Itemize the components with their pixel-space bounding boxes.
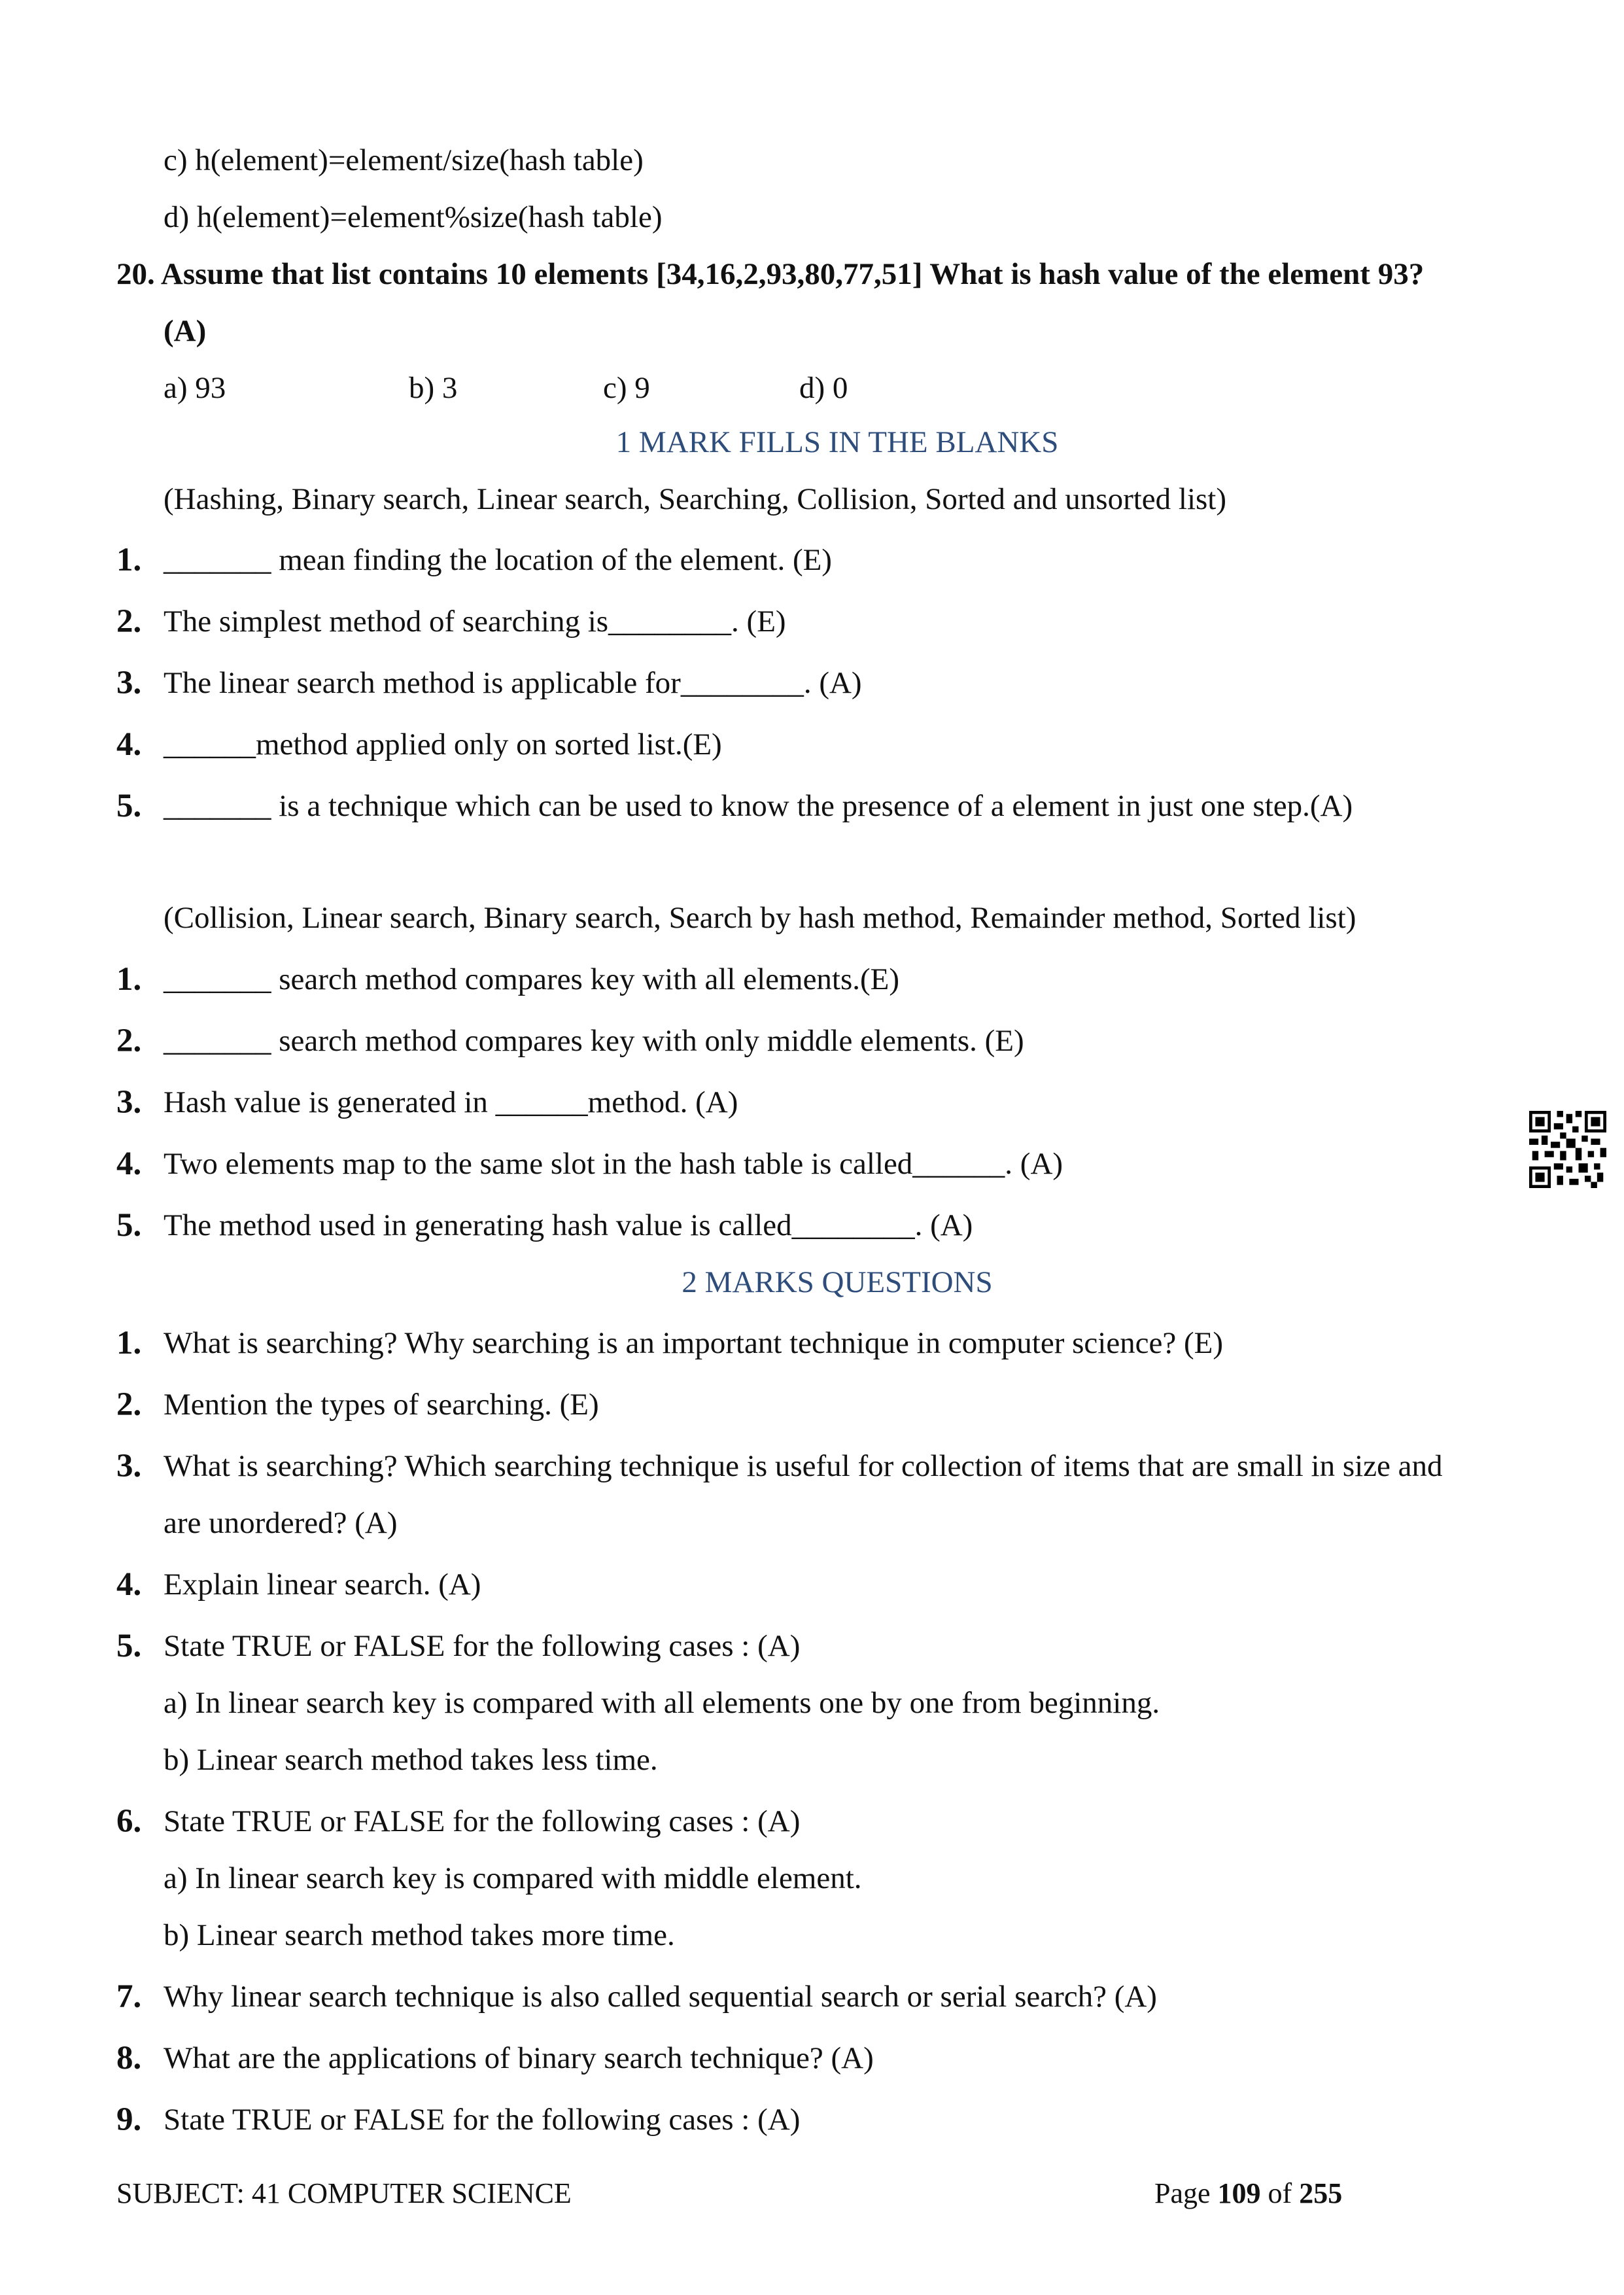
page-prefix: Page [1154, 2177, 1218, 2209]
blank1-item-2: The simplest method of searching is________. (E) [164, 604, 786, 639]
blank2-item-4: Two elements map to the same slot in the hash table is called______. (A) [164, 1147, 1063, 1181]
q2m-question-6: State TRUE or FALSE for the following cases : (A) [164, 1804, 801, 1838]
q2m-question-1: What is searching? Why searching is an important technique in computer science? (E) [164, 1326, 1224, 1360]
q2m-question-3: What is searching? Which searching technique is useful for collection of items that are small in size and [164, 1449, 1443, 1483]
blank2-item-3: Hash value is generated in ______method. (A) [164, 1085, 738, 1119]
blank2-item-1: _______ search method compares key with all elements.(E) [164, 962, 900, 996]
q2m-question-8: What are the applications of binary search technique? (A) [164, 2041, 874, 2075]
blank2-item-2: _______ search method compares key with only middle elements. (E) [164, 1024, 1024, 1058]
q2m-number-7: 7. [116, 1978, 142, 2015]
q20-option-b: b) 3 [409, 371, 458, 405]
question-20: 20. Assume that list contains 10 elements [34,16,2,93,80,77,51] What is hash value of the element 93? [116, 257, 1425, 291]
page-total: 255 [1299, 2177, 1343, 2209]
q2m-question-2: Mention the types of searching. (E) [164, 1388, 599, 1422]
q2m-number-9: 9. [116, 2101, 142, 2138]
q2m-question-9: State TRUE or FALSE for the following cases : (A) [164, 2103, 801, 2137]
section-heading-fill-blanks: 1 MARK FILLS IN THE BLANKS [615, 425, 1059, 459]
q2m-number-2: 2. [116, 1386, 142, 1423]
q2m-question-7: Why linear search technique is also called sequential search or serial search? (A) [164, 1980, 1157, 2014]
q2m-number-3: 3. [116, 1448, 142, 1484]
blank2-number-3: 3. [116, 1084, 142, 1121]
q20-option-d: d) 0 [799, 371, 848, 405]
question-20-level: (A) [164, 314, 207, 348]
blank1-item-4: ______method applied only on sorted list.(E) [164, 727, 722, 762]
blank1-item-5: _______ is a technique which can be used to know the presence of a element in just one step.(A) [164, 789, 1353, 823]
word-bank-2: (Collision, Linear search, Binary search, Search by hash method, Remainder method, Sorted list) [164, 901, 1356, 935]
blank2-number-2: 2. [116, 1023, 142, 1059]
q2m-question-5-b: b) Linear search method takes less time. [164, 1743, 658, 1777]
blank1-number-3: 3. [116, 665, 142, 701]
footer-page-number [1154, 2175, 1342, 2212]
q2m-number-5: 5. [116, 1628, 142, 1664]
blank1-item-1: _______ mean finding the location of the element. (E) [164, 543, 832, 577]
qr-code-icon [1529, 1111, 1606, 1188]
blank1-item-3: The linear search method is applicable for________. (A) [164, 666, 862, 700]
q2m-number-6: 6. [116, 1803, 142, 1840]
q20-option-a: a) 93 [164, 371, 226, 405]
q20-option-c: c) 9 [603, 371, 650, 405]
blank1-number-1: 1. [116, 542, 142, 578]
q2m-number-4: 4. [116, 1566, 142, 1603]
q2m-question-4: Explain linear search. (A) [164, 1568, 481, 1602]
page-mid: of [1260, 2177, 1300, 2209]
blank1-number-5: 5. [116, 788, 142, 824]
word-bank-1: (Hashing, Binary search, Linear search, Searching, Collision, Sorted and unsorted list) [164, 482, 1227, 516]
blank1-number-4: 4. [116, 726, 142, 763]
blank2-number-5: 5. [116, 1207, 142, 1244]
footer-subject: SUBJECT: 41 COMPUTER SCIENCE [116, 2177, 572, 2209]
blank2-number-4: 4. [116, 1146, 142, 1182]
blank2-item-5: The method used in generating hash value is called________. (A) [164, 1208, 973, 1242]
page-current: 109 [1217, 2177, 1261, 2209]
blank1-number-2: 2. [116, 603, 142, 640]
hash-option-c: c) h(element)=element/size(hash table) [164, 143, 644, 177]
hash-option-d: d) h(element)=element%size(hash table) [164, 200, 663, 234]
q2m-question-6-a: a) In linear search key is compared with middle element. [164, 1861, 862, 1895]
q2m-number-8: 8. [116, 2040, 142, 2076]
q2m-question-6-b: b) Linear search method takes more time. [164, 1918, 675, 1952]
q2m-question-3-cont: are unordered? (A) [164, 1506, 398, 1540]
q2m-question-5-a: a) In linear search key is compared with all elements one by one from beginning. [164, 1686, 1160, 1720]
q2m-number-1: 1. [116, 1325, 142, 1361]
section-heading-2-marks: 2 MARKS QUESTIONS [682, 1265, 993, 1299]
q2m-question-5: State TRUE or FALSE for the following cases : (A) [164, 1629, 801, 1663]
blank2-number-1: 1. [116, 961, 142, 998]
